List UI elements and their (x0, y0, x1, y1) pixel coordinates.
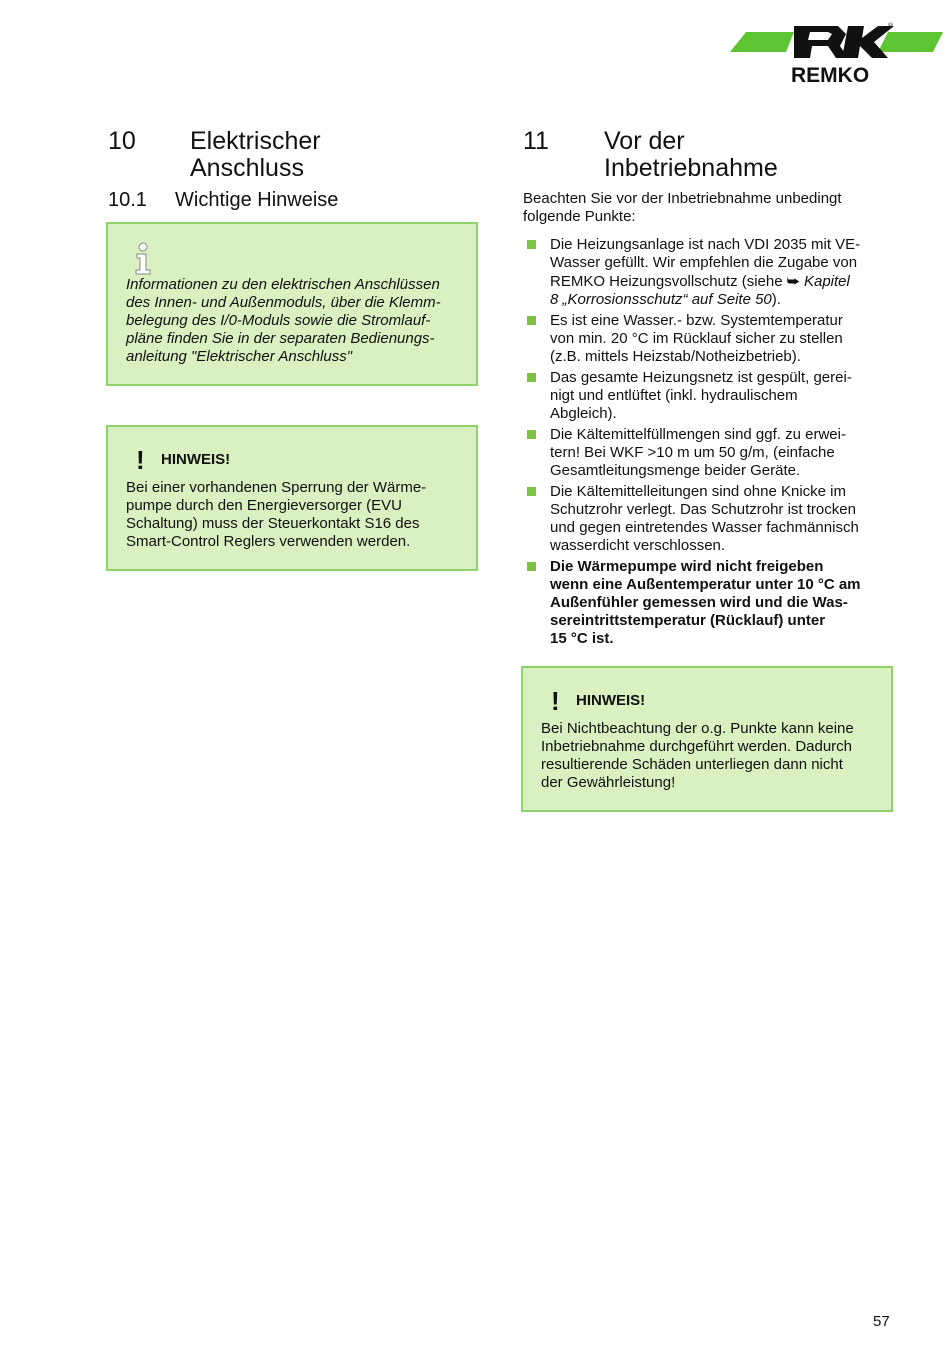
exclamation-icon: ! (551, 686, 560, 716)
remko-logo (728, 18, 943, 88)
list-item: Die Kältemittelleitungen sind ohne Knicke im Schutzrohr verlegt. Das Schutzrohr ist trocken und gegen eintretendes Wasser fachmännisch wasserdicht verschlossen. (522, 483, 902, 555)
chapter-link[interactable]: Kapitel (803, 273, 850, 290)
list-item: Die Wärmepumpe wird nicht freigeben wenn eine Außentemperatur unter 10 °C am Außenfühler gemessen wird und die Was- sereintrittstemperatur (Rücklauf) unter 15 °C ist. (522, 558, 902, 648)
section-11-intro: Beachten Sie vor der Inbetriebnahme unbedingt folgende Punkte: (523, 190, 842, 225)
list-item: Das gesamte Heizungsnetz ist gespült, gerei- nigt und entlüftet (inkl. hydraulischem Abgleich). (522, 369, 902, 423)
section-10-title: Elektrischer Anschluss (190, 127, 321, 182)
bullet-square-icon (527, 487, 536, 496)
list-item: Die Heizungsanlage ist nach VDI 2035 mit VE- Wasser gefüllt. Wir empfehlen die Zugabe von REMKO Heizungsvollschutz (siehe ⮩ Kapitel 8 „Korrosionsschutz“ auf Seite 50). (522, 236, 902, 309)
section-11-title: Vor der Inbetriebnahme (604, 127, 778, 182)
info-box (106, 222, 478, 386)
link-arrow-icon: ⮩ (786, 273, 800, 289)
svg-text:®: ® (888, 23, 894, 30)
info-text: Informationen zu den elektrischen Anschlüssen des Innen- und Außenmoduls, über die Klemm- belegung des I/0-Moduls sowie die Stromlauf- pläne finden Sie in der separaten Bedienungs- anleitung "Elektrischer Anschluss" (126, 276, 441, 365)
bullet-square-icon (527, 430, 536, 439)
section-10-number: 10 (108, 127, 136, 155)
page-number: 57 (873, 1313, 890, 1330)
bullet-square-icon (527, 240, 536, 249)
info-icon (130, 242, 156, 276)
logo-text: REMKO (791, 64, 870, 87)
note-text: Bei Nichtbeachtung der o.g. Punkte kann keine Inbetriebnahme durchgeführt werden. Dadurch resultierende Schäden unterliegen dann nicht der Gewährleistung! (541, 720, 854, 791)
note-text: Bei einer vorhandenen Sperrung der Wärme- pumpe durch den Energieversorger (EVU Schaltung) muss der Steuerkontakt S16 des Smart-Control Reglers verwenden werden. (126, 479, 427, 550)
note-title: HINWEIS! (161, 451, 231, 468)
bullet-square-icon (527, 562, 536, 571)
section-10-1-number: 10.1 (108, 189, 147, 211)
bullet-square-icon (527, 316, 536, 325)
chapter-link-page[interactable]: 8 „Korrosionsschutz“ auf Seite 50 (550, 291, 772, 308)
section-10-1-title: Wichtige Hinweise (175, 189, 339, 211)
bullet-square-icon (527, 373, 536, 382)
exclamation-icon: ! (136, 445, 145, 475)
note-box-commissioning (521, 666, 893, 812)
note-box-electrical (106, 425, 478, 571)
list-item: Die Kältemittelfüllmengen sind ggf. zu erwei- tern! Bei WKF >10 m um 50 g/m, (einfache Gesamtleitungsmenge beider Geräte. (522, 426, 902, 480)
list-item: Es ist eine Wasser.- bzw. Systemtemperatur von min. 20 °C im Rücklauf sicher zu stellen (z.B. mittels Heizstab/Notheizbetrieb). (522, 312, 902, 366)
checklist (522, 236, 902, 651)
section-11-number: 11 (523, 127, 549, 155)
note-title: HINWEIS! (576, 692, 646, 709)
